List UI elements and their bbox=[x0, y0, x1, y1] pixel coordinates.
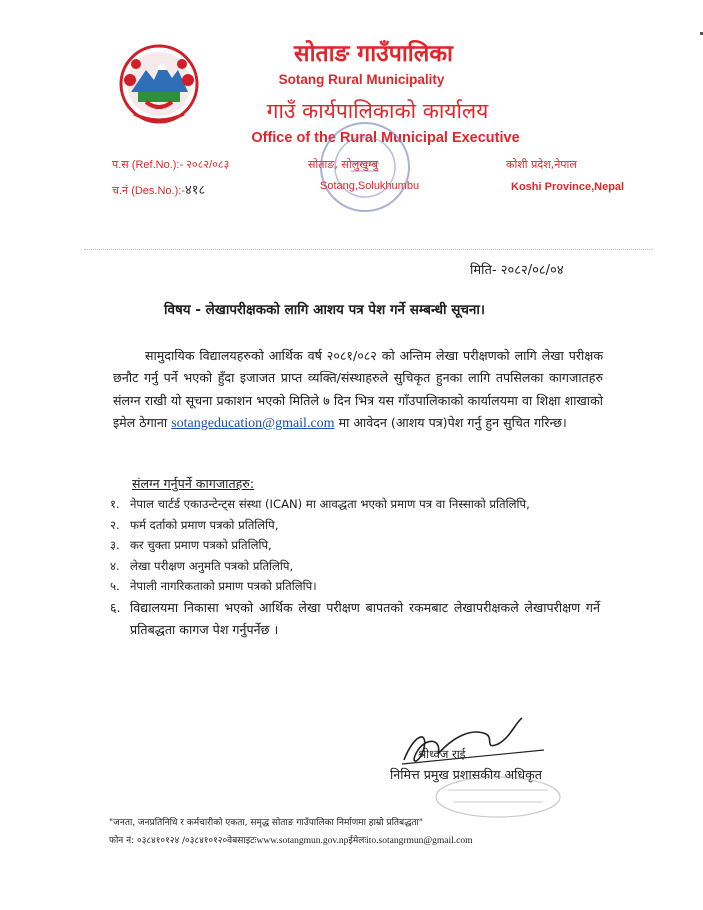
address-np: सोताङ, सोलुखुम्बु bbox=[308, 158, 379, 171]
list-item bbox=[110, 576, 600, 597]
signature-stamp-icon bbox=[428, 772, 568, 822]
signatory-title: निमित्त प्रमुख प्रशासकीय अधिकृत bbox=[390, 767, 542, 782]
footer-slogan: "जनता, जनप्रतिनिधि र कर्मचारीको एकता, समृद्ध सोताङ गाउँपालिका निर्माणमा हाम्रो प्रतिबद्धता" bbox=[109, 818, 423, 828]
notice-subject: विषय - लेखापरीक्षकको लागि आशय पत्र पेश गर्ने सम्बन्धी सूचना। bbox=[164, 302, 486, 318]
dispatch-number-value: ४१८ bbox=[184, 183, 206, 198]
list-item-text: कर चुक्ता प्रमाण पत्रको प्रतिलिपि, bbox=[130, 538, 272, 552]
attachments-list bbox=[110, 494, 600, 641]
municipality-name-np: सोताङ गाउँपालिका bbox=[294, 41, 453, 67]
letterhead-divider bbox=[84, 249, 652, 250]
list-item bbox=[110, 535, 600, 556]
list-item-number: ६. bbox=[110, 599, 121, 615]
notice-date: मिति- २०८२/०८/०४ bbox=[470, 263, 564, 278]
dispatch-number bbox=[112, 180, 205, 198]
municipality-name-en: Sotang Rural Municipality bbox=[278, 72, 445, 87]
province-np: कोशी प्रदेश,नेपाल bbox=[506, 158, 577, 171]
list-item-text: नेपाली नागरिकताको प्रमाण पत्रको प्रतिलिपि। bbox=[130, 579, 317, 593]
list-item-text: विद्यालयमा निकासा भएको आर्थिक लेखा परीक्षण बापतको रकमबाट लेखापरीक्षकले लेखापरीक्षण गर्ने प्रतिबद्धता कागज पेश गर्नुपर्नेछ । bbox=[130, 599, 600, 637]
footer-contact bbox=[109, 833, 473, 846]
footer-email-label: ईमेलः bbox=[348, 836, 367, 846]
notice-body-closing: मा आवेदन (आशय पत्र)पेश गर्नु हुन सुचित गरिन्छ। bbox=[338, 414, 567, 430]
list-item bbox=[110, 494, 600, 515]
list-item-number: २. bbox=[110, 517, 120, 532]
list-item bbox=[110, 597, 600, 641]
list-item-number: ३. bbox=[110, 538, 120, 552]
signatory-name: श्रीध्वज राई bbox=[418, 747, 466, 761]
list-item-text: लेखा परीक्षण अनुमति पत्रको प्रतिलिपि, bbox=[130, 558, 294, 573]
province-en: Koshi Province,Nepal bbox=[511, 181, 625, 193]
notice-body bbox=[113, 345, 603, 435]
footer-website-label: वेबसाइटः bbox=[227, 836, 257, 846]
list-item-number: ५. bbox=[110, 579, 120, 593]
list-item-text: फर्म दर्ताको प्रमाण पत्रको प्रतिलिपि, bbox=[130, 517, 279, 532]
office-name-np: गाउँ कार्यपालिकाको कार्यालय bbox=[266, 99, 489, 123]
footer-email-link[interactable]: ito.sotangrmun@gmail.com bbox=[366, 836, 473, 846]
list-item-text: नेपाल चार्टर्ड एकाउन्टेन्ट्स संस्था (ICAN) मा आवद्धता भएको प्रमाण पत्र वा निस्साको प्रतिलिपि, bbox=[130, 497, 530, 511]
notice-body-text: सामुदायिक विद्यालयहरुको आर्थिक वर्ष २०८१/०८२ को अन्तिम लेखा परीक्षणको लागि लेखा परीक्षक छनौट गर्नु पर्ने भएको हुँदा इजाजत प्राप्त व्यक्ति/संस्थाहरुले सुचिकृत हुनका लागि तपसिलका कागजातहरु संलग्न राखी यो सूचना प्रकाशन भएको मितिले ७ दिन भित्र यस गाँउपालिकाको कार्यालयमा वा शिक्षा शाखाको इमेल ठेगाना bbox=[113, 348, 603, 430]
footer-phone: फोन नं: ०३८४१०१२४ /०३८४१०१२० bbox=[109, 836, 228, 846]
dispatch-number-label: च.नं (Des.No.):- bbox=[112, 185, 185, 197]
list-item bbox=[110, 556, 600, 577]
address-en: Sotang,Solukhumbu bbox=[320, 180, 420, 192]
attachments-title: संलग्न गर्नुपर्ने कागजातहरु: bbox=[132, 476, 255, 491]
reference-number: प.स (Ref.No.):- २०८२/०८३ bbox=[112, 159, 230, 171]
footer-website-link[interactable]: www.sotangmun.gov.np bbox=[256, 836, 349, 846]
education-email-link[interactable]: sotangeducation@gmail.com bbox=[171, 415, 335, 431]
list-item bbox=[110, 515, 600, 536]
list-item-number: ४. bbox=[110, 558, 120, 573]
list-item-number: १. bbox=[110, 497, 120, 511]
office-name-en: Office of the Rural Municipal Executive bbox=[251, 130, 520, 146]
